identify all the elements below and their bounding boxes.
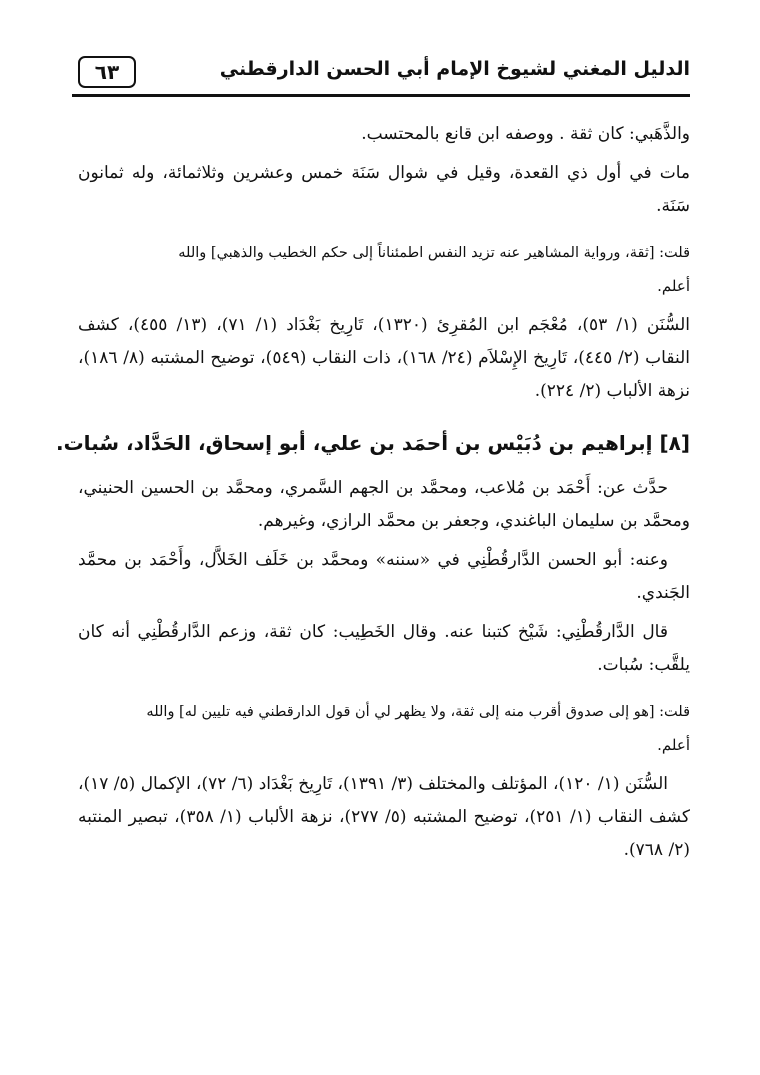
paragraph-narrated-from: حدَّث عن: أَحْمَد بن مُلاعب، ومحمَّد بن الجهم السَّمري، ومحمَّد بن الحسين الحنيني، ومحمَّد بن سليمان الباغندي، وجعفر بن محمَّد الرازي، وغيرهم.	[78, 478, 690, 531]
entry-heading: [٨] إبراهيم بن دُبَيْس بن أحمَد بن علي، أبو إسحاق، الحَدَّاد، سُبات.	[55, 431, 690, 455]
paragraph-grading: قال الدَّارقُطْنِي: شَيْخ كتبنا عنه. وقال الخَطِيب: كان ثقة، وزعم الدَّارقُطْنِي أنه كان يلقَّب: سُبات.	[78, 622, 690, 675]
paragraph-dhahabi-note: والذَّهَبي: كان ثقة . ووصفه ابن قانع بالمحتسب.	[361, 124, 690, 144]
author-note-ending: أعلم.	[657, 277, 690, 295]
paragraph-death-date: مات في أول ذي القعدة، وقيل في شوال سَنَة خمس وعشرين وثلاثمائة، وله ثمانون سَنَة.	[78, 163, 690, 216]
sources-list: السُّنَن (١/ ١٢٠)، المؤتلف والمختلف (٣/ ١٣٩١)، تَارِيخ بَغْدَاد (٦/ ٧٢)، الإكمال (٥/ ١٧)، كشف النقاب (١/ ٢٥١)، توضيح المشتبه (٥/ ٢٧٧)، نزهة الألباب (١/ ٣٥٨)، تبصير المنتبه (٢/ ٧٦٨).	[78, 774, 690, 860]
page-number: ٦٣	[78, 56, 136, 88]
author-note-ending: أعلم.	[657, 736, 690, 754]
paragraph-narrated-by: وعنه: أبو الحسن الدَّارقُطْنِي في «سننه» ومحمَّد بن خَلَف الخَلاَّل، وأَحْمَد بن محمَّد الجَندي.	[78, 550, 690, 603]
running-title: الدليل المغني لشيوخ الإمام أبي الحسن الدارقطني	[219, 58, 690, 80]
author-note: قلت: [هو إلى صدوق أقرب منه إلى ثقة، ولا يظهر لي أن قول الدارقطني فيه تليين له] والله	[146, 704, 690, 720]
header-divider	[72, 94, 690, 97]
sources-list: السُّنَن (١/ ٥٣)، مُعْجَم ابن المُقرِئ (١٣٢٠)، تَارِيخ بَغْدَاد (١/ ٧١)، (١٣/ ٤٥٥)، كشف النقاب (٢/ ٤٤٥)، تَارِيخ الإِسْلاَم (٢٤/ ١٦٨)، ذات النقاب (٥٤٩)، توضيح المشتبه (٨/ ١٨٦)، نزهة الألباب (٢/ ٢٢٤).	[78, 315, 691, 401]
page-body	[55, 118, 691, 867]
page-header	[72, 50, 690, 96]
author-note: قلت: [ثقة، ورواية المشاهير عنه تزيد النفس اطمئناناً إلى حكم الخطيب والذهبي] والله	[178, 245, 690, 261]
